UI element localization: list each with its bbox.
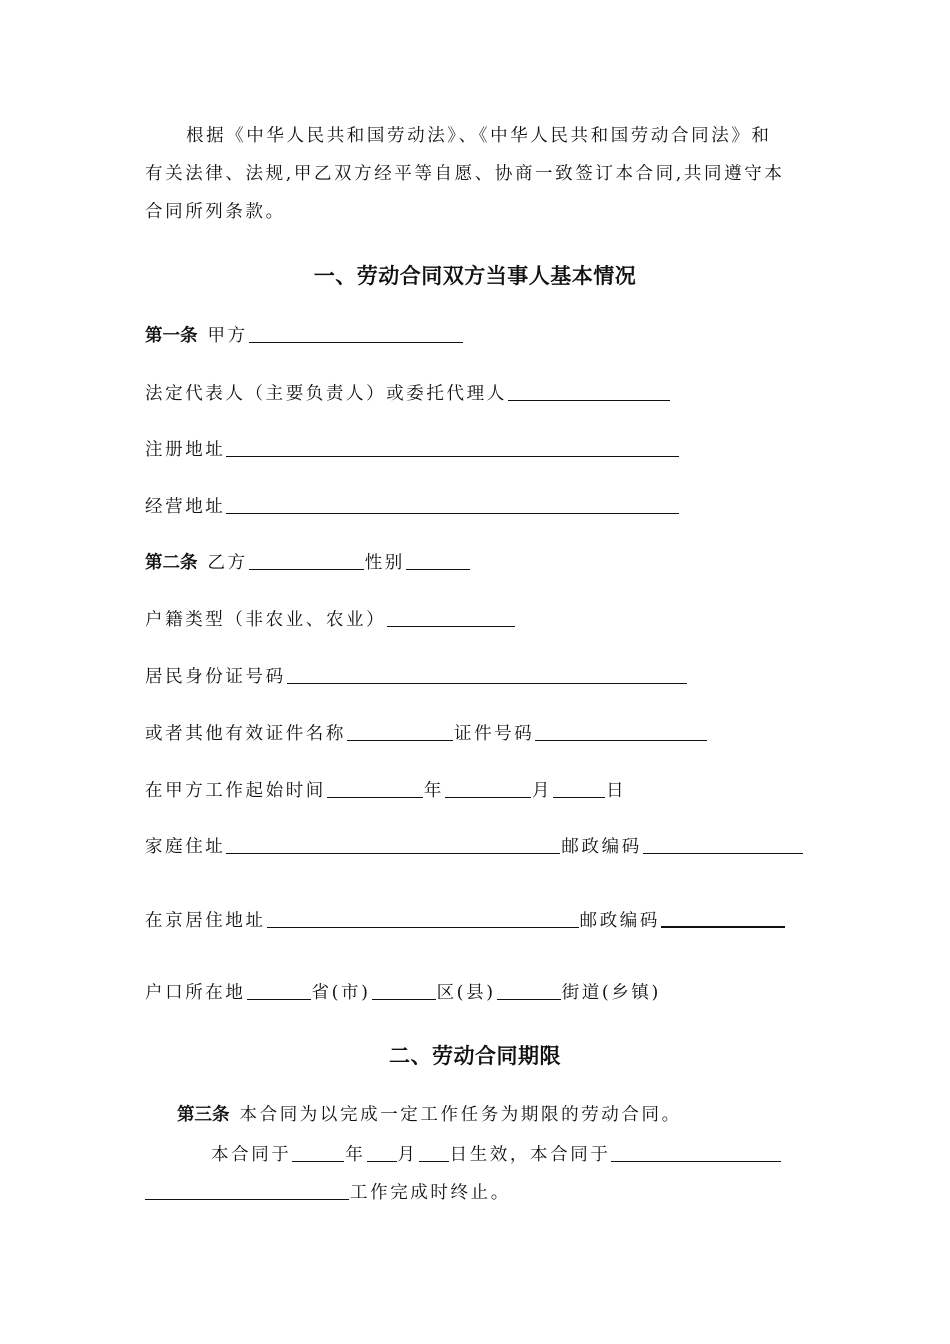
effective-year-label: 年 xyxy=(345,1145,366,1165)
beijing-postcode-label: 邮政编码 xyxy=(579,911,661,931)
start-year-label: 年 xyxy=(423,781,445,801)
id-no-blank[interactable] xyxy=(535,721,707,741)
start-time-label: 在甲方工作起始时间 xyxy=(145,781,326,801)
home-postcode-label: 邮政编码 xyxy=(561,837,642,857)
hukou-location-label: 户口所在地 xyxy=(145,983,246,1003)
home-address-row xyxy=(145,834,804,859)
section-1-title: 一、劳动合同双方当事人基本情况 xyxy=(313,264,637,288)
reg-address-label: 注册地址 xyxy=(145,440,226,460)
other-id-row xyxy=(145,721,708,746)
reg-address-row xyxy=(145,437,680,462)
intro-line-3: 合同所列条款。 xyxy=(145,202,286,222)
article-3-label: 第三条 xyxy=(177,1105,230,1125)
party-b-label: 乙方 xyxy=(207,553,248,573)
biz-address-blank[interactable] xyxy=(226,494,679,514)
effective-prefix: 本合同于 xyxy=(211,1145,292,1165)
hukou-type-row xyxy=(145,607,516,632)
legal-rep-blank[interactable] xyxy=(508,381,670,401)
effective-month-label: 月 xyxy=(397,1145,418,1165)
intro-line-2: 有关法律、法规,甲乙双方经平等自愿、协商一致签订本合同,共同遵守本 xyxy=(145,164,785,184)
beijing-address-row xyxy=(145,907,786,933)
article-1-label: 第一条 xyxy=(145,326,198,346)
article-1-row xyxy=(145,323,464,348)
article-2-row xyxy=(145,550,471,575)
other-id-name-label: 或者其他有效证件名称 xyxy=(145,724,346,744)
end-suffix: 工作完成时终止。 xyxy=(350,1183,511,1203)
legal-rep-row xyxy=(145,381,671,406)
gender-label: 性别 xyxy=(364,553,405,573)
legal-rep-label: 法定代表人（主要负责人）或委托代理人 xyxy=(145,384,507,404)
effective-day-blank[interactable] xyxy=(419,1142,449,1162)
street-label: 街道(乡镇) xyxy=(561,983,661,1003)
province-blank[interactable] xyxy=(247,980,311,1000)
id-number-label: 居民身份证号码 xyxy=(145,667,286,687)
home-address-blank[interactable] xyxy=(226,834,560,854)
party-a-label: 甲方 xyxy=(207,326,248,346)
beijing-address-blank[interactable] xyxy=(267,908,579,928)
start-day-label: 日 xyxy=(606,781,627,801)
end-task-blank-2[interactable] xyxy=(145,1180,349,1200)
beijing-postcode-blank[interactable] xyxy=(661,907,785,928)
article-2-label: 第二条 xyxy=(145,553,198,573)
home-address-label: 家庭住址 xyxy=(145,837,226,857)
district-label: 区(县) xyxy=(436,983,496,1003)
district-blank[interactable] xyxy=(372,980,436,1000)
beijing-address-label: 在京居住地址 xyxy=(145,911,266,931)
intro-line-1: 根据《中华人民共和国劳动法》、《中华人民共和国劳动合同法》和 xyxy=(186,126,772,146)
end-task-blank-1[interactable] xyxy=(611,1142,781,1162)
reg-address-blank[interactable] xyxy=(226,437,679,457)
article-3-text: 本合同为以完成一定工作任务为期限的劳动合同。 xyxy=(239,1105,682,1125)
effective-row xyxy=(211,1142,782,1167)
biz-address-row xyxy=(145,494,680,519)
section-2-title: 二、劳动合同期限 xyxy=(389,1044,561,1068)
start-year-blank[interactable] xyxy=(327,778,423,798)
start-time-row xyxy=(145,778,626,803)
start-day-blank[interactable] xyxy=(553,778,605,798)
hukou-type-label: 户籍类型（非农业、农业） xyxy=(145,610,387,630)
gender-blank[interactable] xyxy=(406,550,470,570)
street-blank[interactable] xyxy=(497,980,561,1000)
id-number-row xyxy=(145,664,688,689)
home-postcode-blank[interactable] xyxy=(643,834,803,854)
article-3-row xyxy=(177,1103,682,1127)
start-month-blank[interactable] xyxy=(445,778,531,798)
id-number-blank[interactable] xyxy=(287,664,687,684)
party-a-blank[interactable] xyxy=(249,323,463,343)
party-b-blank[interactable] xyxy=(249,550,364,570)
other-id-name-blank[interactable] xyxy=(347,721,453,741)
effective-day-label: 日生效，本合同于 xyxy=(449,1145,611,1165)
province-label: 省(市) xyxy=(311,983,371,1003)
start-month-label: 月 xyxy=(532,781,553,801)
hukou-location-row xyxy=(145,980,661,1005)
effective-month-blank[interactable] xyxy=(367,1142,397,1162)
id-no-label: 证件号码 xyxy=(454,724,535,744)
hukou-type-blank[interactable] xyxy=(387,607,515,627)
effective-year-blank[interactable] xyxy=(292,1142,344,1162)
biz-address-label: 经营地址 xyxy=(145,497,226,517)
end-row xyxy=(145,1180,511,1205)
